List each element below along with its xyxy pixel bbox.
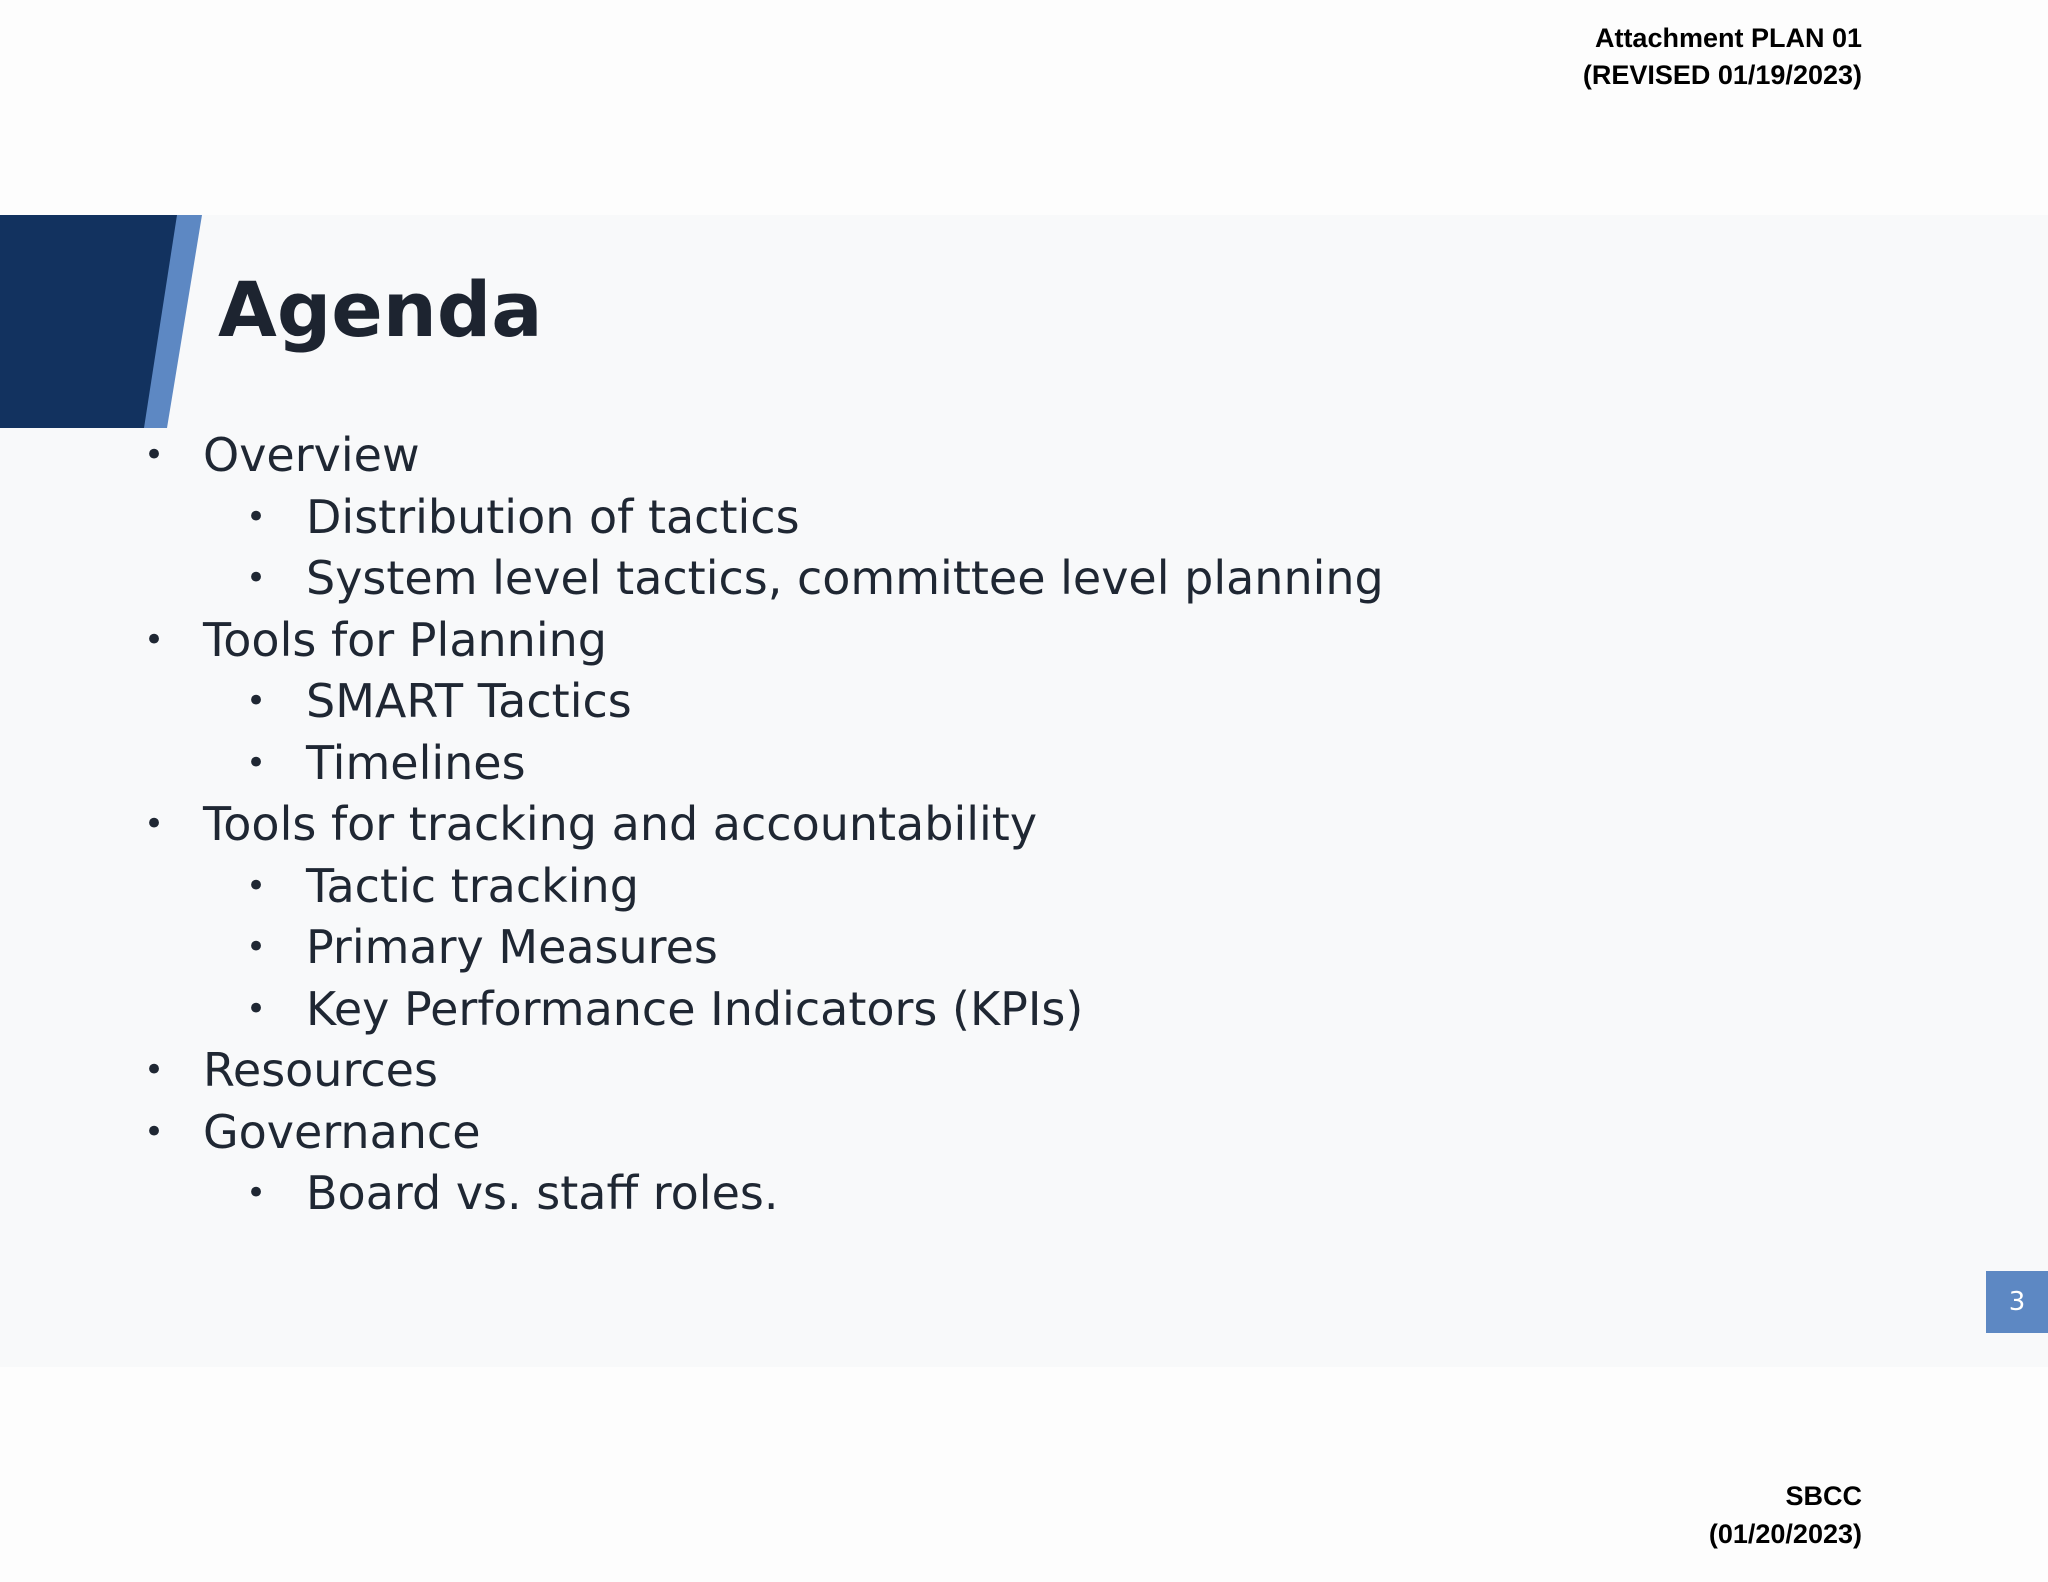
bullet-icon: •	[245, 742, 267, 783]
bullet-icon: •	[245, 1173, 267, 1213]
revised-date: (REVISED 01/19/2023)	[1582, 60, 1862, 90]
agenda-item-text: Tactic tracking	[306, 858, 639, 913]
agenda-item-text: Board vs. staff roles.	[306, 1166, 779, 1220]
bullet-icon: •	[245, 988, 267, 1029]
bullet-icon: •	[245, 865, 267, 906]
agenda-item-text: Tools for tracking and accountability	[203, 797, 1038, 851]
agenda-item-text: Timelines	[306, 735, 526, 790]
footer-stamp	[1709, 1477, 1862, 1553]
footer-org: SBCC	[1785, 1481, 1862, 1511]
agenda-item-text: Distribution of tactics	[306, 489, 800, 544]
slide-number-badge: 3	[1986, 1271, 2048, 1333]
slide	[0, 215, 2048, 1367]
bullet-icon: •	[245, 681, 267, 721]
slide-title: Agenda	[218, 265, 543, 354]
agenda-item-text: System level tactics, committee level planning	[306, 551, 1384, 605]
attachment-label: Attachment PLAN 01	[1594, 23, 1862, 53]
agenda-item-text: Overview	[203, 428, 420, 482]
agenda-item-text: Key Performance Indicators (KPIs)	[306, 981, 1084, 1036]
agenda-item-text: Primary Measures	[306, 920, 718, 974]
bullet-icon: •	[143, 1111, 165, 1152]
bullet-icon: •	[245, 927, 267, 967]
agenda-item-text: SMART Tactics	[306, 674, 632, 728]
bullet-icon: •	[143, 1050, 165, 1090]
agenda-item-text: Resources	[203, 1043, 438, 1097]
bullet-icon: •	[245, 496, 267, 537]
bullet-icon: •	[143, 435, 165, 475]
agenda-item-text: Governance	[203, 1104, 481, 1159]
agenda-item-text: Tools for Planning	[203, 612, 607, 667]
bullet-icon: •	[245, 558, 267, 598]
attachment-header	[1583, 20, 1862, 94]
footer-date: (01/20/2023)	[1708, 1519, 1862, 1549]
bullet-icon: •	[143, 619, 165, 660]
bullet-icon: •	[143, 804, 165, 844]
title-accent-shape	[0, 215, 210, 428]
